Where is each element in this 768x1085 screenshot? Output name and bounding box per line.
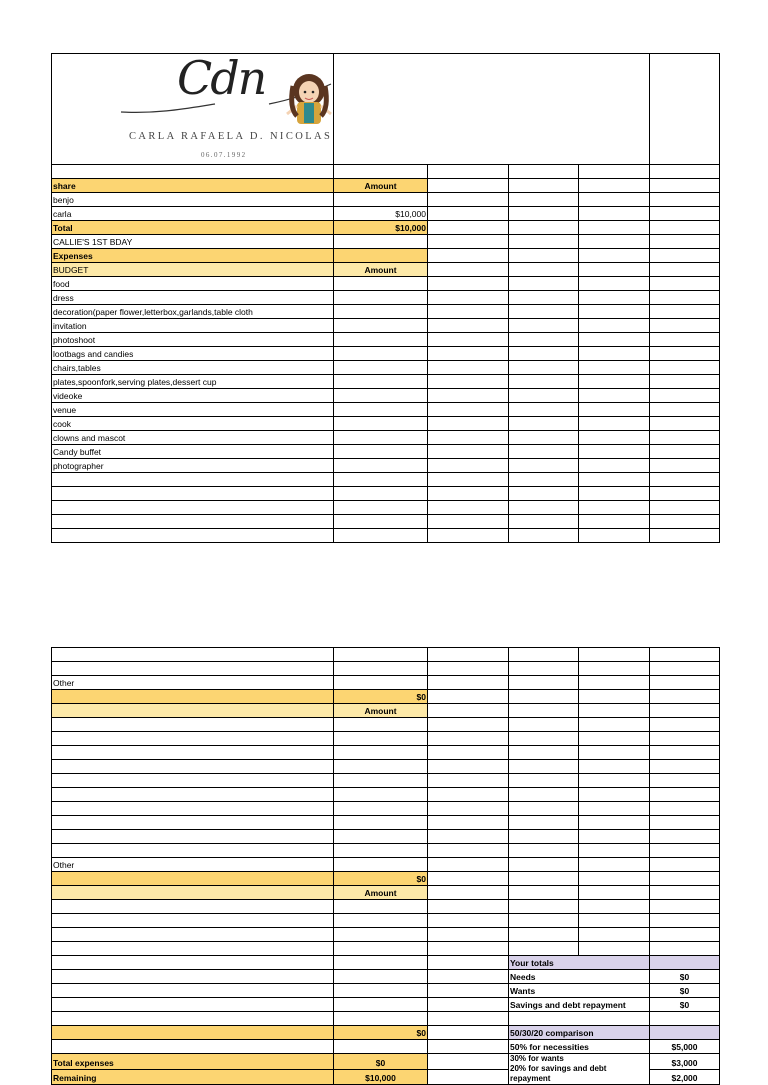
blank-row[interactable] xyxy=(52,816,720,830)
blank-row[interactable] xyxy=(52,746,720,760)
share-label: benjo xyxy=(52,193,334,207)
expense-item: clowns and mascot xyxy=(52,431,334,445)
blank-row[interactable] xyxy=(52,802,720,816)
other-total-row xyxy=(52,872,720,886)
other-amount-row xyxy=(52,886,720,900)
blank-row[interactable] xyxy=(52,774,720,788)
expense-item: decoration(paper flower,letterbox,garlands,table cloth xyxy=(52,305,334,319)
total-expenses-row xyxy=(52,1054,720,1070)
expense-row[interactable] xyxy=(52,375,720,389)
comparison-label-savings: 20% for savings and debt repayment xyxy=(510,1064,607,1083)
expense-row[interactable] xyxy=(52,319,720,333)
expense-item: chairs,tables xyxy=(52,361,334,375)
budget-sheet-top xyxy=(51,53,720,543)
expense-row[interactable] xyxy=(52,347,720,361)
expense-item: Candy buffet xyxy=(52,445,334,459)
expense-row[interactable] xyxy=(52,361,720,375)
blank-row xyxy=(52,648,720,662)
comparison-label-wants: 30% for wants xyxy=(510,1054,564,1063)
other-total-row xyxy=(52,690,720,704)
share-header: share xyxy=(52,179,334,193)
blank-row[interactable] xyxy=(52,914,720,928)
blank-row[interactable] xyxy=(52,928,720,942)
blank-row xyxy=(52,473,720,487)
blank-row[interactable] xyxy=(52,760,720,774)
expenses-title-row xyxy=(52,249,720,263)
logo-row xyxy=(52,54,720,165)
event-title-row xyxy=(52,235,720,249)
blank-row xyxy=(52,1012,720,1026)
row-total: $0 xyxy=(334,1026,428,1040)
expense-item: plates,spoonfork,serving plates,dessert cup xyxy=(52,375,334,389)
share-total-row xyxy=(52,221,720,235)
share-label: carla xyxy=(52,207,334,221)
remaining-value: $10,000 xyxy=(334,1069,428,1085)
other-label: Other xyxy=(52,858,334,872)
total-expenses-value: $0 xyxy=(334,1054,428,1070)
expense-item: cook xyxy=(52,417,334,431)
totals-value: $0 xyxy=(650,970,720,984)
totals-row xyxy=(52,998,720,1012)
amount-header: Amount xyxy=(334,704,428,718)
expense-row[interactable] xyxy=(52,417,720,431)
comparison-label xyxy=(509,1054,650,1085)
expense-item: dress xyxy=(52,291,334,305)
expense-row[interactable] xyxy=(52,305,720,319)
totals-row xyxy=(52,970,720,984)
expense-row[interactable] xyxy=(52,389,720,403)
comparison-value: $2,000 xyxy=(650,1069,720,1085)
cartoon-girl-icon xyxy=(279,72,339,128)
budget-header-row xyxy=(52,263,720,277)
other-row xyxy=(52,858,720,872)
expense-row[interactable] xyxy=(52,431,720,445)
comparison-value: $3,000 xyxy=(650,1054,720,1070)
expense-row[interactable] xyxy=(52,459,720,473)
blank-row[interactable] xyxy=(52,942,720,956)
share-row xyxy=(52,193,720,207)
blank-row xyxy=(52,487,720,501)
budget-label: BUDGET xyxy=(52,263,334,277)
expense-item: venue xyxy=(52,403,334,417)
blank-row xyxy=(52,501,720,515)
totals-label: Needs xyxy=(509,970,650,984)
expense-row[interactable] xyxy=(52,445,720,459)
header-blank xyxy=(334,54,650,165)
expense-row[interactable] xyxy=(52,333,720,347)
blank-row[interactable] xyxy=(52,844,720,858)
blank-row xyxy=(52,515,720,529)
event-title: CALLIE'S 1ST BDAY xyxy=(52,235,334,249)
share-header-row xyxy=(52,179,720,193)
other-row xyxy=(52,676,720,690)
expense-item: videoke xyxy=(52,389,334,403)
other-amount-row xyxy=(52,704,720,718)
total-expenses-label: Total expenses xyxy=(52,1054,334,1070)
expense-row[interactable] xyxy=(52,403,720,417)
totals-value: $0 xyxy=(650,984,720,998)
expenses-title: Expenses xyxy=(52,249,334,263)
totals-label: Savings and debt repayment xyxy=(509,998,650,1012)
comparison-label: 50% for necessities xyxy=(509,1040,650,1054)
expense-item: invitation xyxy=(52,319,334,333)
remaining-label: Remaining xyxy=(52,1069,334,1085)
header-blank-right xyxy=(650,54,720,165)
blank-row[interactable] xyxy=(52,900,720,914)
blank-row xyxy=(52,165,720,179)
share-value: $10,000 xyxy=(334,207,428,221)
share-value xyxy=(334,193,428,207)
logo-date: 06.07.1992 xyxy=(201,151,247,159)
expense-item: photoshoot xyxy=(52,333,334,347)
blank-row xyxy=(52,529,720,543)
share-total-value: $10,000 xyxy=(334,221,428,235)
expense-item: lootbags and candies xyxy=(52,347,334,361)
blank-row[interactable] xyxy=(52,732,720,746)
amount-header: Amount xyxy=(334,179,428,193)
share-row xyxy=(52,207,720,221)
expense-item: photographer xyxy=(52,459,334,473)
other-total: $0 xyxy=(334,872,428,886)
logo-cell xyxy=(52,51,334,165)
comparison-row xyxy=(52,1040,720,1054)
amount-header: Amount xyxy=(334,886,428,900)
brand-logo xyxy=(119,51,349,164)
totals-title: Your totals xyxy=(509,956,650,970)
blank-row xyxy=(52,662,720,676)
blank-row[interactable] xyxy=(52,830,720,844)
expense-row[interactable] xyxy=(52,291,720,305)
comparison-title: 50/30/20 comparison xyxy=(509,1026,650,1040)
blank-row[interactable] xyxy=(52,788,720,802)
expense-item: food xyxy=(52,277,334,291)
totals-label: Wants xyxy=(509,984,650,998)
totals-row xyxy=(52,984,720,998)
logo-monogram: Cdn xyxy=(177,51,266,105)
logo-name: CARLA RAFAELA D. NICOLAS xyxy=(129,131,333,142)
budget-sheet-bottom xyxy=(51,647,720,1085)
share-total-label: Total xyxy=(52,221,334,235)
comparison-value: $5,000 xyxy=(650,1040,720,1054)
other-label: Other xyxy=(52,676,334,690)
other-total: $0 xyxy=(334,690,428,704)
blank-row[interactable] xyxy=(52,718,720,732)
totals-title-row xyxy=(52,956,720,970)
comparison-title-row xyxy=(52,1026,720,1040)
amount-header: Amount xyxy=(334,263,428,277)
totals-value: $0 xyxy=(650,998,720,1012)
expense-row[interactable] xyxy=(52,277,720,291)
